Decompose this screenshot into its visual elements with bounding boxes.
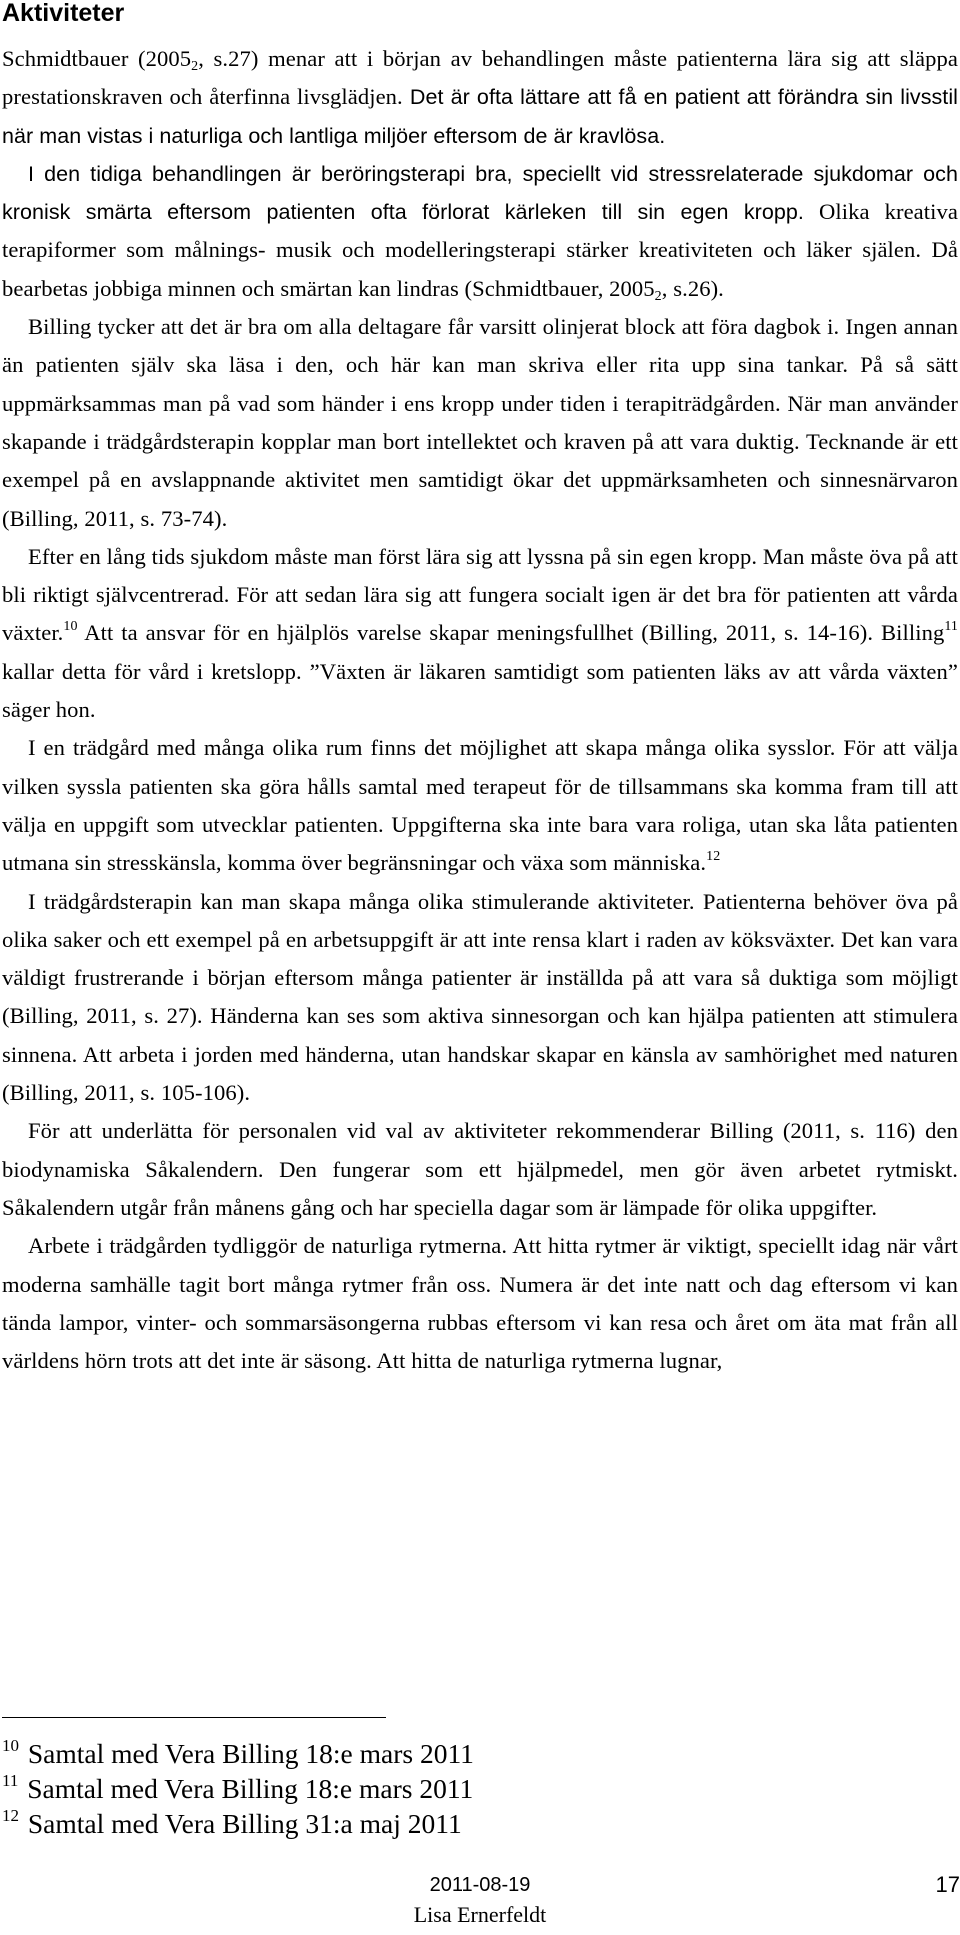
p8-text: Arbete i trädgården tydliggör de naturliga rytmerna. Att hitta rytmer är viktigt, speciellt idag när vårt moderna samhälle tagit bort många rytmer från oss. Numera är det inte natt och dag eftersom vi kan tända lampor, vinter- och sommarsäsongerna rubbas eftersom vi kan resa och året om äta mat från all världens hörn trots att det inte är säsong. Att hitta de naturliga rytmerna lugnar, [2, 1233, 958, 1374]
paragraph-8 [2, 1227, 958, 1380]
footnote-number: 12 [2, 1806, 19, 1825]
page-number: 17 [935, 1872, 960, 1897]
paragraph-5 [2, 729, 958, 882]
paragraph-4 [2, 538, 958, 729]
p4-text-a: Efter en lång tids sjukdom måste man först lära sig att lyssna på sin egen kropp. Man måste öva på att bli riktigt självcentrerad. För att sedan lära sig att fungera socialt igen är det bra för patienten att vårda växter. [2, 543, 958, 646]
footnote-text: Samtal med Vera Billing 18:e mars 2011 [21, 1738, 474, 1769]
p1-text-a: Schmidtbauer (2005 [2, 46, 192, 71]
paragraph-1 [2, 40, 958, 155]
p2-subscript: 2 [654, 288, 662, 304]
body-text [2, 40, 958, 1380]
footnote-number: 11 [2, 1771, 19, 1790]
footnote-separator [2, 1717, 386, 1718]
footnote-ref-11: 11 [944, 619, 958, 635]
paragraph-7 [2, 1112, 958, 1227]
footer-date: 2011-08-19 [429, 1874, 531, 1896]
footer-author: Lisa Ernerfeldt [413, 1902, 547, 1927]
footnote-12 [2, 1806, 762, 1841]
p1-text-c: Det är ofta lättare att få en patient att förändra sin livsstil när man vistas i naturliga och lantliga miljöer eftersom de är kravlösa. [2, 85, 958, 148]
footnote-10 [2, 1736, 762, 1771]
p5-text: I en trädgård med många olika rum finns det möjlighet att skapa många olika sysslor. För att välja vilken syssla patienten ska göra hålls samtal med terapeut för de tillsammans ska komma fram till att välja en uppgift som utvecklar patienten. Uppgifterna ska inte bara vara roliga, utan ska låta patienten utmana sin stresskänsla, komma över begränsningar och växa som människa. [2, 735, 958, 876]
footnote-text: Samtal med Vera Billing 18:e mars 2011 [20, 1773, 474, 1804]
footnotes [2, 1736, 762, 1841]
footnote-number: 10 [2, 1736, 19, 1755]
p4-text-b: Att ta ansvar för en hjälplös varelse skapar meningsfullhet (Billing, 2011, s. 14-16). Billing [77, 620, 945, 646]
p1-subscript: 2 [191, 59, 199, 74]
p4-text-c: kallar detta för vård i kretslopp. ”Växten är läkaren samtidigt som patienten läks av att vårda växten” säger hon. [2, 658, 958, 723]
p1-text-b: , s.27) menar att i början av behandlingen måste patienterna lära sig att släppa prestationskraven och återfinna livsglädjen. [2, 46, 958, 110]
section-heading: Aktiviteter [2, 0, 125, 27]
footnote-ref-10: 10 [63, 619, 78, 635]
p2-text-d: , s.26). [661, 275, 724, 301]
p7-text: För att underlätta för personalen vid val av aktiviteter rekommenderar Billing (2011, s. 116) den biodynamiska Såkalendern. Den fungerar som ett hjälpmedel, men gör även arbetet rytmiskt. Såkalendern utgår från månens gång och har speciella dagar som är lämpade för olika uppgifter. [2, 1118, 958, 1220]
paragraph-6 [2, 883, 958, 1113]
p6-text: I trädgårdsterapin kan man skapa många olika stimulerande aktiviteter. Patienterna behöver öva på olika saker och ett exempel på en arbetsuppgift är att inte rensa klart i raden av köksväxter. Det kan vara väldigt frustrerande i början eftersom många patienter är inställda på att vara så duktiga som möjligt (Billing, 2011, s. 27). Händerna kan ses som aktiva sinnesorgan och kan hjälpa patienten att stimulera sinnena. Att arbeta i jorden med händerna, utan handskar skapar en känsla av samhörighet med naturen (Billing, 2011, s. 105-106). [2, 888, 958, 1106]
p3-text: Billing tycker att det är bra om alla deltagare får varsitt olinjerat block att föra dagbok i. Ingen annan än patienten själv ska läsa i den, och här kan man skriva eller rita upp sina tankar. På så sätt uppmärksammas man på vad som händer i ens kropp under tiden i terapiträdgården. När man använder skapande i trädgårdsterapin kopplar man bort intellektet och kraven på att vara duktig. Tecknande är ett exempel på en avslappnande aktivitet men samtidigt ökar det uppmärksamheten och sinnesnärvaron (Billing, 2011, s. 73-74). [2, 314, 958, 531]
footnote-text: Samtal med Vera Billing 31:a maj 2011 [21, 1808, 462, 1839]
paragraph-2 [2, 155, 958, 308]
paragraph-3 [2, 308, 958, 538]
p2-text-b: Olika kreativa terapiformer som målnings- musik och modelleringsterapi stärker kreativiteten och läker själen. [2, 199, 958, 263]
p2-text-a: I den tidiga behandlingen är beröringsterapi bra, speciellt vid stressrelaterade sjukdomar och kronisk smärta eftersom patienten ofta förlorat kärleken till sin egen kropp. [2, 161, 958, 225]
p2-text-c: Då bearbetas jobbiga minnen och smärtan kan lindras (Schmidtbauer, 2005 [2, 237, 959, 301]
footnote-ref-12: 12 [706, 849, 721, 865]
footnote-11 [2, 1771, 762, 1806]
